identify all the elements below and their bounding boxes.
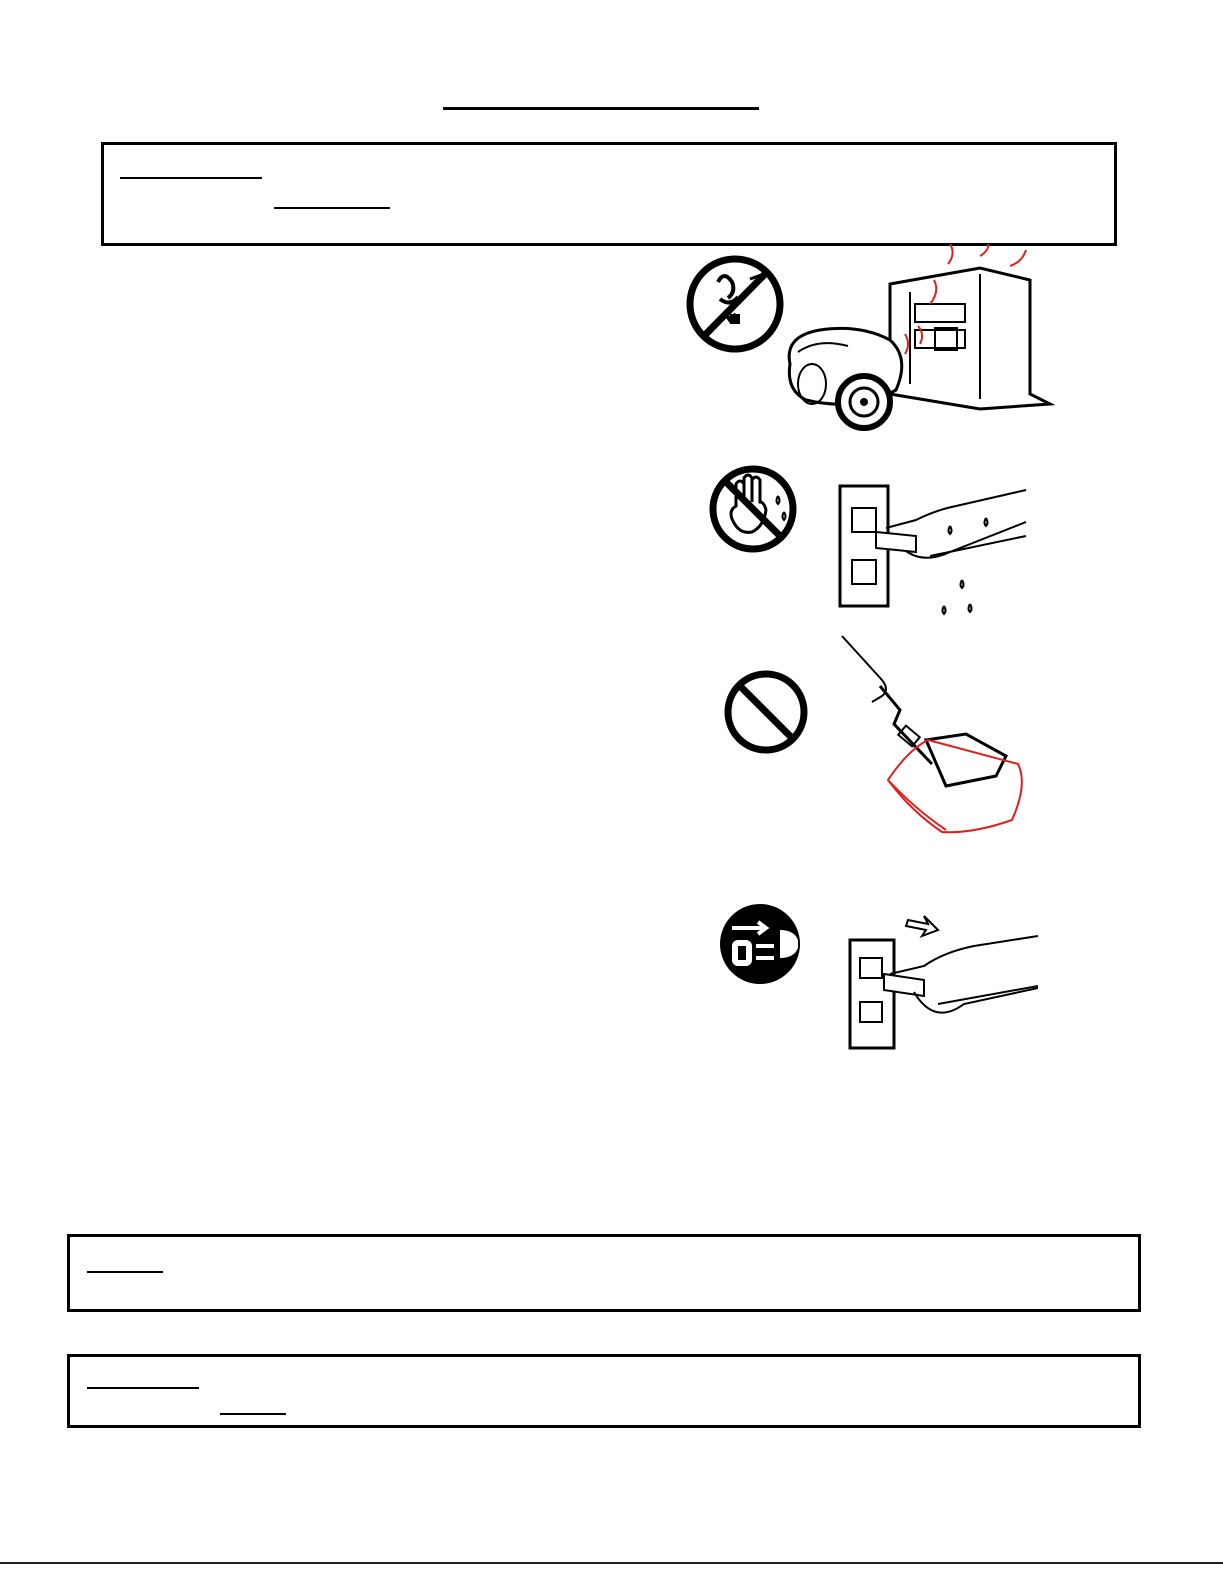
prohibition-icon xyxy=(690,259,780,349)
notice-box-middle xyxy=(67,1234,1141,1312)
heater-drawing xyxy=(890,244,1050,409)
notice-heading-underline xyxy=(87,1271,163,1273)
notice-box-bottom xyxy=(67,1354,1141,1428)
footer-divider xyxy=(0,1562,1223,1564)
hand-with-plug-drawing xyxy=(876,490,1026,614)
unplug-icon xyxy=(720,904,800,984)
illustration-vacuum-near-heater xyxy=(680,244,1060,440)
page-title-underline xyxy=(443,107,759,110)
no-wet-hands-icon xyxy=(713,469,793,549)
illustration-unplug xyxy=(718,896,1038,1066)
vacuum-cleaner-drawing xyxy=(789,328,902,428)
notice-heading-underline xyxy=(87,1387,199,1389)
notice-heading-underline xyxy=(120,177,262,179)
notice-box-top xyxy=(101,142,1117,246)
notice-emphasis-underline xyxy=(220,1413,286,1415)
wall-outlet-drawing xyxy=(850,940,894,1048)
notice-emphasis-underline xyxy=(274,207,390,209)
hand-unplugging-drawing xyxy=(884,916,1038,1013)
vacuum-hose-drawing xyxy=(842,636,1006,786)
prohibition-icon xyxy=(728,674,804,750)
illustration-vacuum-bag xyxy=(720,630,1040,840)
illustration-wet-hand-plug xyxy=(700,456,1030,626)
